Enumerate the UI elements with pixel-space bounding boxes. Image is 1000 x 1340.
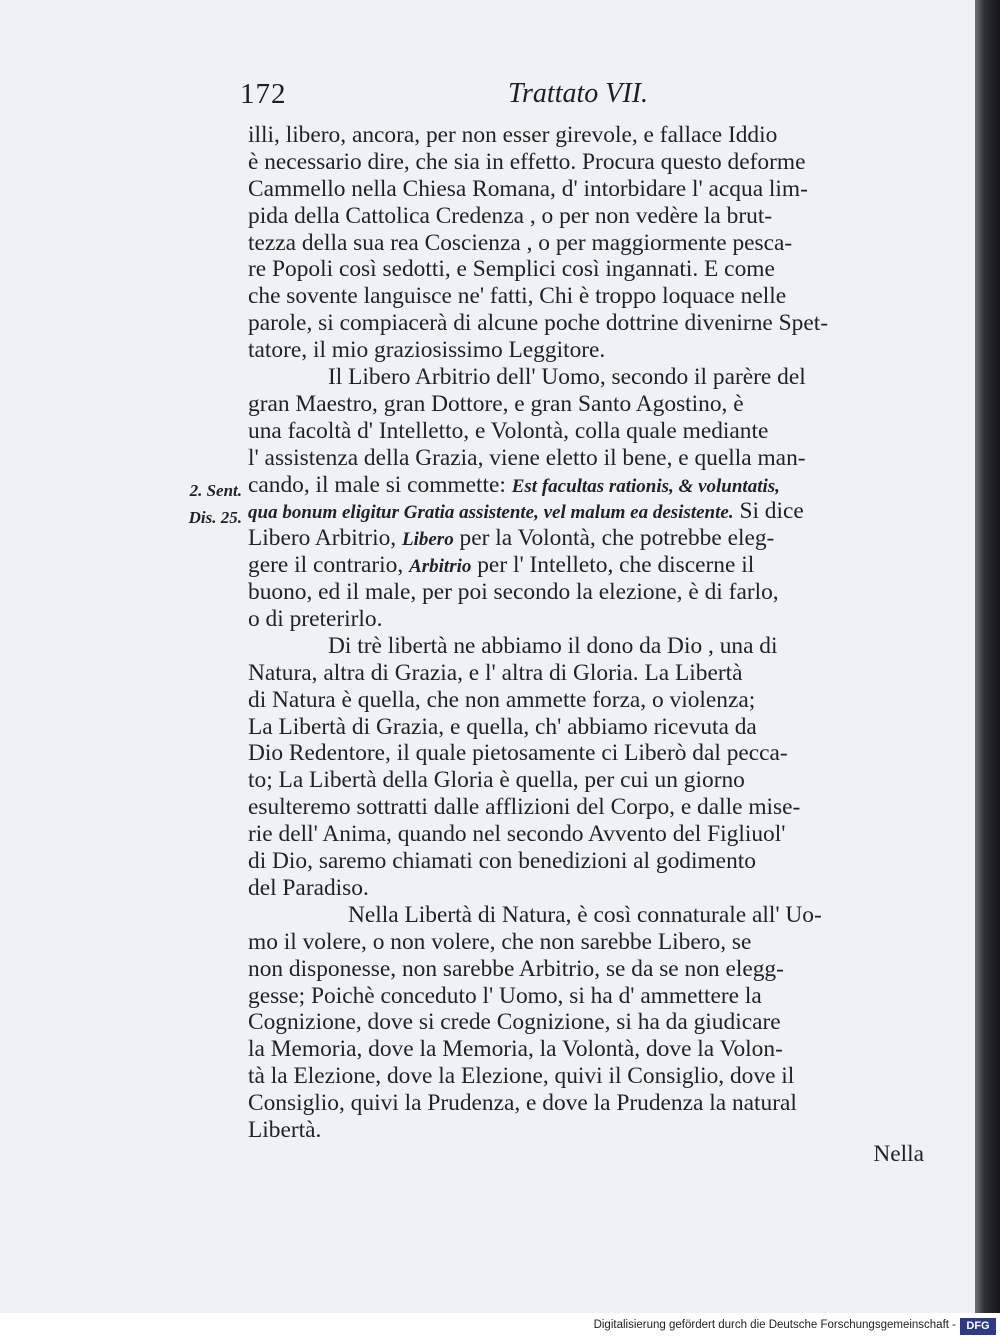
text-line: una facoltà d' Intelletto, e Volontà, colla quale mediante [248,417,769,444]
text-line: Di trè libertà ne abbiamo il dono da Dio , una di [328,632,778,659]
text-line: parole, si compiacerà di alcune poche dottrine divenirne Spet- [248,310,828,337]
catchword: Nella [873,1141,924,1167]
text-line: Consiglio, quivi la Prudenza, e dove la Prudenza la natural [248,1090,797,1117]
text-line: Natura, altra di Grazia, e l' altra di Gloria. La Libertà [248,659,743,686]
text-line: la Memoria, dove la Memoria, la Volontà, dove la Volon- [248,1036,783,1063]
footer-bar [0,1313,1000,1340]
text-line: gesse; Poichè conceduto l' Uomo, si ha d' ammettere la [248,982,762,1009]
margin-note: 2. Sent. [189,481,242,500]
text-line: to; La Libertà della Gloria è quella, per cui un giorno [248,767,745,794]
text-segment: per la Volontà, che potrebbe eleg- [453,525,775,552]
text-segment: Libero Arbitrio, [248,525,397,552]
text-line: Dio Redentore, il quale pietosamente ci Liberò dal pecca- [248,740,788,767]
text-line: del Paradiso. [248,874,369,901]
text-segment: per l' Intelleto, che discerne il [471,552,755,579]
header-title: Trattato VII. [508,78,649,109]
text-line: Il Libero Arbitrio dell' Uomo, secondo il parère del [328,364,806,391]
text-line: tezza della sua rea Coscienza , o per maggiormente pesca- [248,229,793,256]
book-spine [975,0,1000,1313]
text-line: Cammello nella Chiesa Romana, d' intorbidare l' acqua lim- [248,175,808,202]
text-segment: Si dice [733,498,804,525]
text-line [248,498,942,525]
margin-notes [160,478,242,532]
text-line: pida della Cattolica Credenza , o per non vedère la brut- [248,202,773,229]
text-line: Libertà. [248,1116,322,1143]
text-line: Cognizione, dove si crede Cognizione, si ha da giudicare [248,1009,781,1036]
running-head [240,78,940,118]
text-line: di Dio, saremo chiamati con benedizioni al godimento [248,848,756,875]
text-line [248,552,942,579]
text-line [248,525,942,552]
text-line: buono, ed il male, per poi secondo la elezione, è di farlo, [248,579,779,606]
text-line: tà la Elezione, dove la Elezione, quivi il Consiglio, dove il [248,1063,795,1090]
dfg-logo: DFG [960,1318,996,1335]
text-line [248,472,942,499]
margin-note: Dis. 25. [188,507,242,527]
text-line: re Popoli così sedotti, e Semplici così ingannati. E come [248,256,775,283]
latin-quote: Est facultas rationis, & voluntatis, [511,475,780,497]
text-line: La Libertà di Grazia, e quella, ch' abbiamo ricevuta da [248,713,757,740]
text-line: o di preterirlo. [248,606,383,633]
body-text [248,122,942,1144]
text-line: esulteremo sottratti dalle afflizioni del Corpo, e dalle mise- [248,794,801,821]
text-line: mo il volere, o non volere, che non sarebbe Libero, se [248,928,752,955]
latin-quote: qua bonum eligitur Gratia assistente, vel malum ea desistente. [248,502,734,524]
text-line: di Natura è quella, che non ammette forza, o violenza; [248,686,756,713]
text-line: rie dell' Anima, quando nel secondo Avvento del Figliuol' [248,821,786,848]
text-line: non disponesse, non sarebbe Arbitrio, se da se non elegg- [248,955,784,982]
text-line: è necessario dire, che sia in effetto. Procura questo deforme [248,148,806,175]
text-line: l' assistenza della Grazia, viene eletto il bene, e quella man- [248,444,806,471]
funding-notice: Digitalisierung gefördert durch die Deutsche Forschungsgemeinschaft - [593,1319,956,1331]
emphasis-word: Arbitrio [409,556,472,578]
text-line: illi, libero, ancora, per non esser girevole, e fallace Iddio [248,122,778,148]
text-segment: gere il contrario, [248,552,404,579]
text-segment: cando, il male si commette: [248,471,506,498]
emphasis-word: Libero [401,529,454,551]
page-number: 172 [240,78,287,110]
text-line: che sovente languisce ne' fatti, Chi è troppo loquace nelle [248,283,787,310]
text-line: tatore, il mio graziosissimo Leggitore. [248,337,606,364]
text-line: gran Maestro, gran Dottore, e gran Santo Agostino, è [248,390,744,417]
text-line: Nella Libertà di Natura, è così connaturale all' Uo- [348,901,822,928]
